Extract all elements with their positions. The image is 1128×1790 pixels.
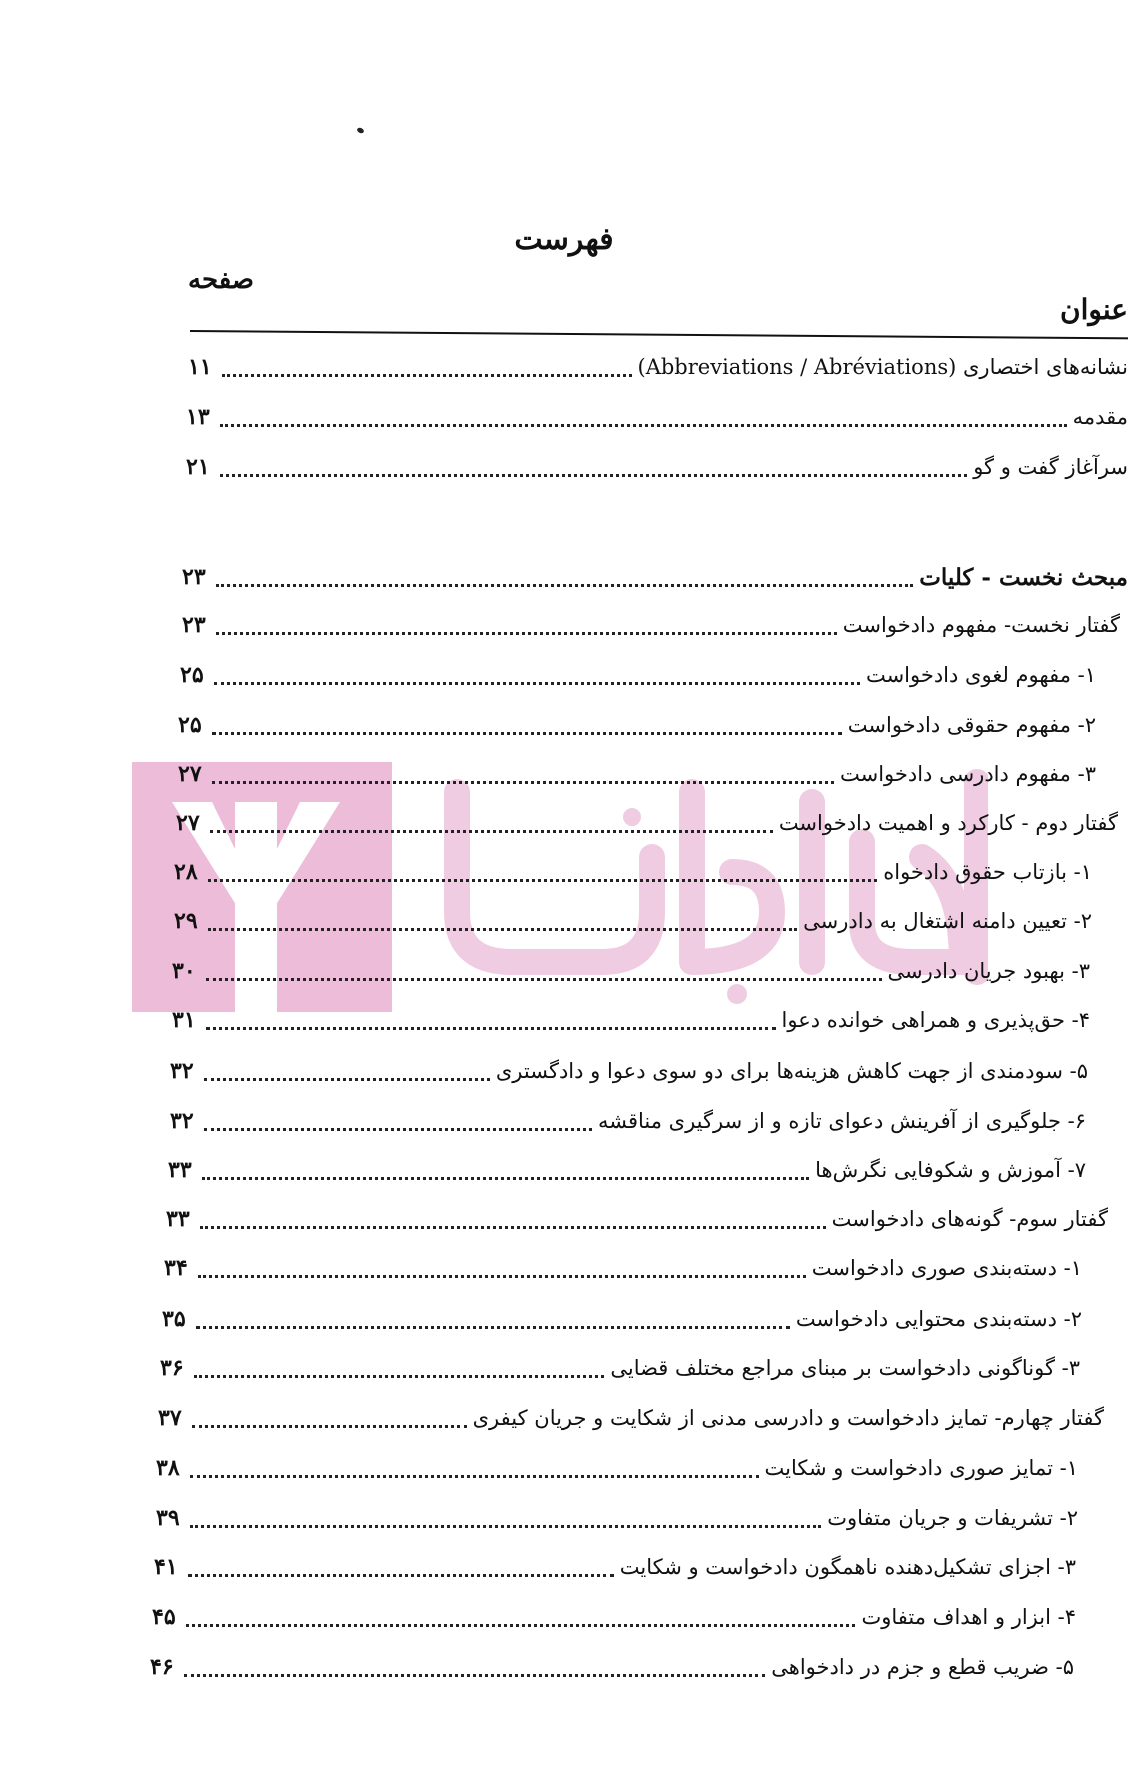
toc-entry-title: ۴- حق‌پذیری و همراهی خوانده دعوا [781,1008,1090,1032]
toc-entry-title: ۳- گوناگونی دادخواست بر مبنای مراجع مختلف قضایی [610,1356,1080,1380]
toc-leader-dots [196,1326,790,1329]
toc-entry[interactable] [176,801,1118,845]
toc-entry[interactable] [188,345,1128,389]
toc-leader-dots [184,1674,766,1677]
toc-leader-dots [204,1128,592,1131]
toc-entry[interactable] [170,1049,1088,1093]
toc-entry[interactable] [154,1545,1076,1589]
toc-entry-page: ۳۰ [172,958,196,984]
toc-entry-title: ۳- بهبود جریان دادرسی [887,959,1090,983]
toc-entry[interactable] [170,1099,1086,1143]
toc-entry[interactable] [158,1396,1104,1440]
toc-leader-dots [190,1525,822,1528]
toc-entry-page: ۲۵ [180,662,204,688]
toc-entry-title: ۲- مفهوم حقوقی دادخواست [847,713,1096,737]
toc-leader-dots [202,1177,809,1180]
toc-leader-dots [188,1574,614,1577]
toc-leader-dots [216,584,914,587]
toc-entry-page: ۲۱ [186,454,210,480]
toc-entry[interactable] [178,752,1096,796]
toc-entry-page: ۲۷ [176,810,200,836]
toc-entry[interactable] [174,850,1092,894]
toc-leader-dots [206,978,882,981]
toc-leader-dots [220,424,1067,427]
toc-entry-page: ۴۵ [152,1604,176,1630]
toc-entry[interactable] [180,653,1096,697]
toc-entry-page: ۱۳ [186,404,210,430]
toc-entry-page: ۳۵ [162,1306,186,1332]
toc-entry-page: ۳۶ [160,1355,184,1381]
toc-entry-page: ۳۲ [170,1108,194,1134]
toc-entry-title: ۳- مفهوم دادرسی دادخواست [839,762,1096,786]
toc-entry-page: ۳۷ [158,1405,182,1431]
toc-leader-dots [208,928,798,931]
toc-entry-title: ۱- بازتاب حقوق دادخواه [883,860,1092,884]
toc-entry-title: گفتار سوم- گونه‌های دادخواست [831,1207,1108,1231]
toc-entry-page: ۳۴ [164,1255,188,1281]
toc-leader-dots [208,879,878,882]
toc-entry-title: ۷- آموزش و شکوفایی نگرش‌ها [815,1158,1086,1182]
toc-leader-dots [212,732,842,735]
toc-entry[interactable] [182,555,1128,599]
toc-entry-title: سرآغاز گفت و گو [973,455,1128,479]
toc-leader-dots [204,1078,490,1081]
toc-entry-title: ۶- جلوگیری از آفرینش دعوای تازه و از سرگیری مناقشه [597,1109,1086,1133]
toc-entry-page: ۳۱ [172,1007,196,1033]
toc-leader-dots [190,1475,759,1478]
toc-leader-dots [194,1375,605,1378]
toc-entry-page: ۴۶ [150,1654,174,1680]
toc-entry-page: ۲۸ [174,859,198,885]
toc-entry[interactable] [178,703,1096,747]
toc-entry[interactable] [186,445,1128,489]
toc-entry-title: نشانه‌های اختصاری (Abbreviations / Abréviations) [637,355,1128,379]
toc-entry-page: ۲۳ [182,612,206,638]
toc-entry-title: مبحث نخست - کلیات [919,563,1128,591]
toc-entry-page: ۴۱ [154,1554,178,1580]
toc-entry-page: ۳۹ [156,1505,180,1531]
toc-entry-title: ۱- تمایز صوری دادخواست و شکایت [764,1456,1078,1480]
toc-entry-title: ۴- ابزار و اهداف متفاوت [861,1605,1076,1629]
toc-entry[interactable] [164,1246,1082,1290]
toc-entry[interactable] [182,603,1120,647]
title-column-heading: عنوان [1060,293,1128,326]
toc-leader-dots [198,1275,806,1278]
toc-entry-page: ۲۹ [174,908,198,934]
toc-entry-page: ۲۳ [182,564,206,590]
toc-entry-page: ۲۵ [178,712,202,738]
toc-entry-title: گفتار دوم - کارکرد و اهمیت دادخواست [778,811,1118,835]
toc-entry[interactable] [156,1446,1078,1490]
toc-leader-dots [186,1624,856,1627]
toc-entry-title: ۵- ضریب قطع و جزم در دادخواهی [771,1655,1074,1679]
toc-leader-dots [192,1425,467,1428]
toc-entry[interactable] [150,1645,1074,1689]
toc-leader-dots [210,830,773,833]
toc-entry[interactable] [152,1595,1076,1639]
toc-entry[interactable] [168,1148,1086,1192]
toc-entry-title: ۲- تعیین دامنه اشتغال به دادرسی [803,909,1092,933]
toc-leader-dots [212,781,834,784]
toc-entry-page: ۱۱ [188,354,212,380]
toc-entry[interactable] [174,899,1092,943]
toc-entry-page: ۳۸ [156,1455,180,1481]
toc-entry-title: مقدمه [1072,405,1128,429]
toc-entry[interactable] [162,1297,1082,1341]
page-title: فهرست [514,222,614,257]
toc-entry-title: ۲- دسته‌بندی محتوایی دادخواست [795,1307,1082,1331]
toc-entry-page: ۳۲ [170,1058,194,1084]
toc-entry[interactable] [160,1346,1080,1390]
toc-entry-page: ۳۳ [166,1206,190,1232]
toc-entry[interactable] [166,1197,1108,1241]
toc-leader-dots [216,632,837,635]
toc-entry-title: ۱- مفهوم لغوی دادخواست [865,663,1096,687]
toc-entry-title: ۱- دسته‌بندی صوری دادخواست [811,1256,1082,1280]
toc-entry-title: ۳- اجزای تشکیل‌دهنده ناهمگون دادخواست و شکایت [619,1555,1076,1579]
toc-entry-page: ۲۷ [178,761,202,787]
toc-leader-dots [220,474,968,477]
toc-entry-title: گفتار نخست- مفهوم دادخواست [842,613,1120,637]
toc-entry[interactable] [186,395,1128,439]
toc-entry[interactable] [172,998,1090,1042]
toc-entry-title: ۲- تشریفات و جریان متفاوت [827,1506,1078,1530]
toc-entry-title: گفتار چهارم- تمایز دادخواست و دادرسی مدنی از شکایت و جریان کیفری [472,1406,1104,1430]
toc-leader-dots [200,1226,826,1229]
toc-leader-dots [222,374,632,377]
toc-leader-dots [214,682,860,685]
toc-entry-page: ۳۳ [168,1157,192,1183]
toc-entry[interactable] [156,1496,1078,1540]
toc-leader-dots [206,1027,776,1030]
toc-entry-title: ۵- سودمندی از جهت کاهش هزینه‌ها برای دو سوی دعوا و دادگستری [495,1059,1088,1083]
page-column-heading: صفحه [188,265,254,295]
toc-entry[interactable] [172,949,1090,993]
